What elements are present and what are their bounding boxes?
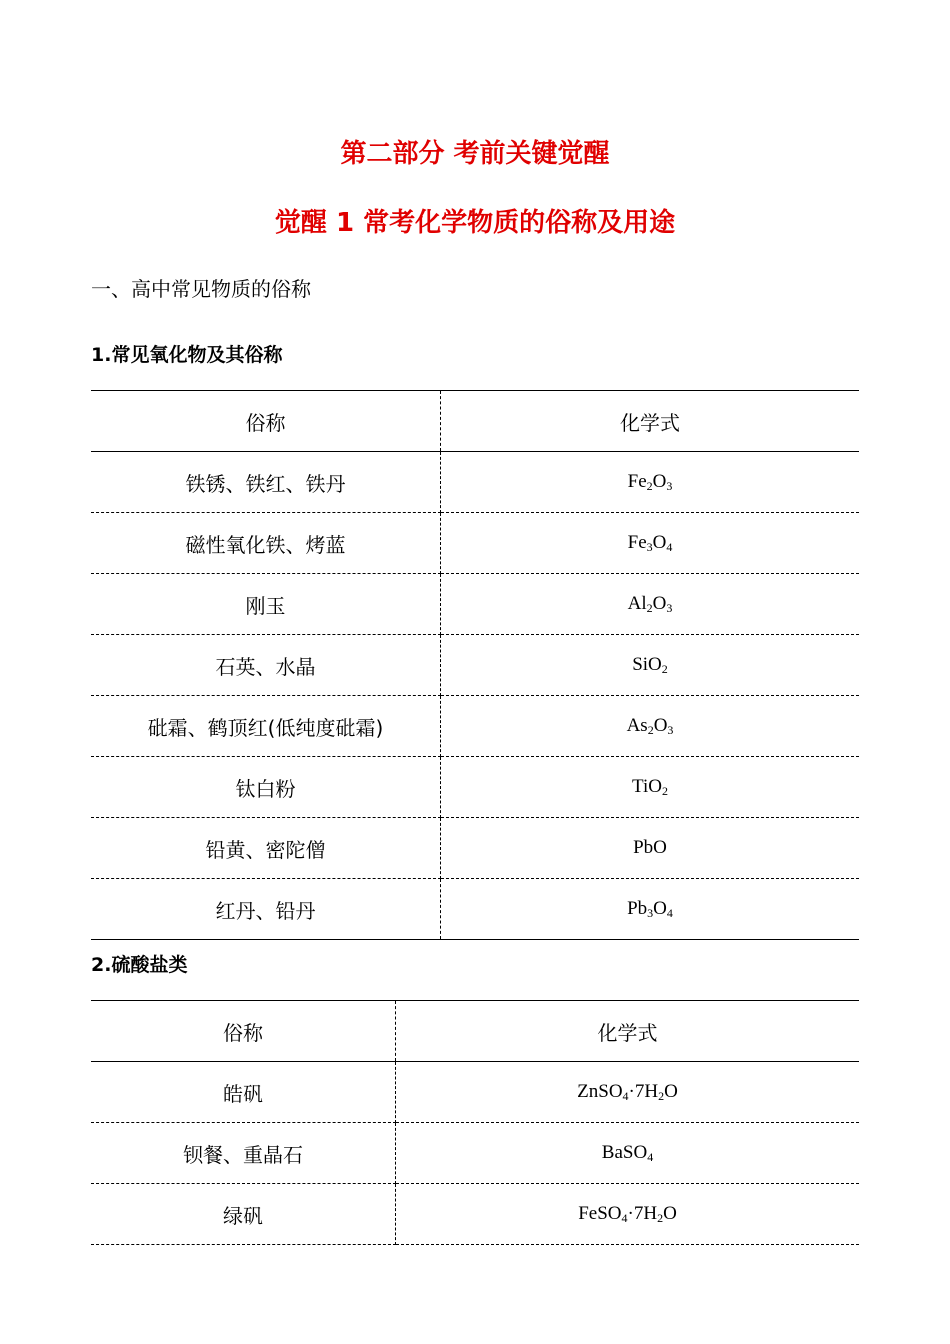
table-row bbox=[91, 696, 859, 757]
table-header-row bbox=[91, 391, 859, 452]
part-title: 第二部分 考前关键觉醒 bbox=[340, 139, 610, 169]
formula-cell: $FeSO_4\cdot 7H_2O$ bbox=[396, 1184, 860, 1245]
common-name-cell: 钛白粉 bbox=[91, 757, 441, 818]
column-header: 俗称 bbox=[91, 391, 441, 452]
table-row bbox=[91, 1062, 859, 1123]
common-name-cell: 磁性氧化铁、烤蓝 bbox=[91, 513, 441, 574]
formula-cell: $Fe_2O_3$ bbox=[441, 452, 860, 513]
formula-cell: $As_2O_3$ bbox=[441, 696, 860, 757]
sulfates-table bbox=[91, 1000, 859, 1245]
common-name-cell: 刚玉 bbox=[91, 574, 441, 635]
common-name-cell: 钡餐、重晶石 bbox=[91, 1123, 396, 1184]
common-name-cell: 石英、水晶 bbox=[91, 635, 441, 696]
common-name-cell: 铁锈、铁红、铁丹 bbox=[91, 452, 441, 513]
formula-cell: $ZnSO_4\cdot 7H_2O$ bbox=[396, 1062, 860, 1123]
oxides-table bbox=[91, 390, 859, 940]
formula-cell: BaSO$_4$ bbox=[396, 1123, 860, 1184]
formula-cell: $Al_2O_3$ bbox=[441, 574, 860, 635]
common-name-cell: 红丹、铅丹 bbox=[91, 879, 441, 940]
chapter-title: 觉醒 1 常考化学物质的俗称及用途 bbox=[274, 208, 676, 238]
table-2-heading: 2.硫酸盐类 bbox=[91, 954, 188, 976]
column-header: 化学式 bbox=[441, 391, 860, 452]
column-header: 化学式 bbox=[396, 1001, 860, 1062]
table-row bbox=[91, 1123, 859, 1184]
formula-cell: $Pb_3O_4$ bbox=[441, 879, 860, 940]
table-1-heading: 1.常见氧化物及其俗称 bbox=[91, 344, 283, 366]
table-row bbox=[91, 635, 859, 696]
section-heading: 一、高中常见物质的俗称 bbox=[91, 277, 311, 301]
table-row bbox=[91, 574, 859, 635]
common-name-cell: 皓矾 bbox=[91, 1062, 396, 1123]
table-row bbox=[91, 879, 859, 940]
table-row bbox=[91, 757, 859, 818]
formula-cell: $Fe_3O_4$ bbox=[441, 513, 860, 574]
table-row bbox=[91, 513, 859, 574]
formula-cell: PbO bbox=[441, 818, 860, 879]
column-header: 俗称 bbox=[91, 1001, 396, 1062]
formula-cell: SiO$_2$ bbox=[441, 635, 860, 696]
formula-cell: TiO$_2$ bbox=[441, 757, 860, 818]
common-name-cell: 砒霜、鹤顶红(低纯度砒霜) bbox=[91, 696, 441, 757]
table-row bbox=[91, 452, 859, 513]
table-header-row bbox=[91, 1001, 859, 1062]
table-row bbox=[91, 1184, 859, 1245]
common-name-cell: 铅黄、密陀僧 bbox=[91, 818, 441, 879]
common-name-cell: 绿矾 bbox=[91, 1184, 396, 1245]
table-row bbox=[91, 818, 859, 879]
